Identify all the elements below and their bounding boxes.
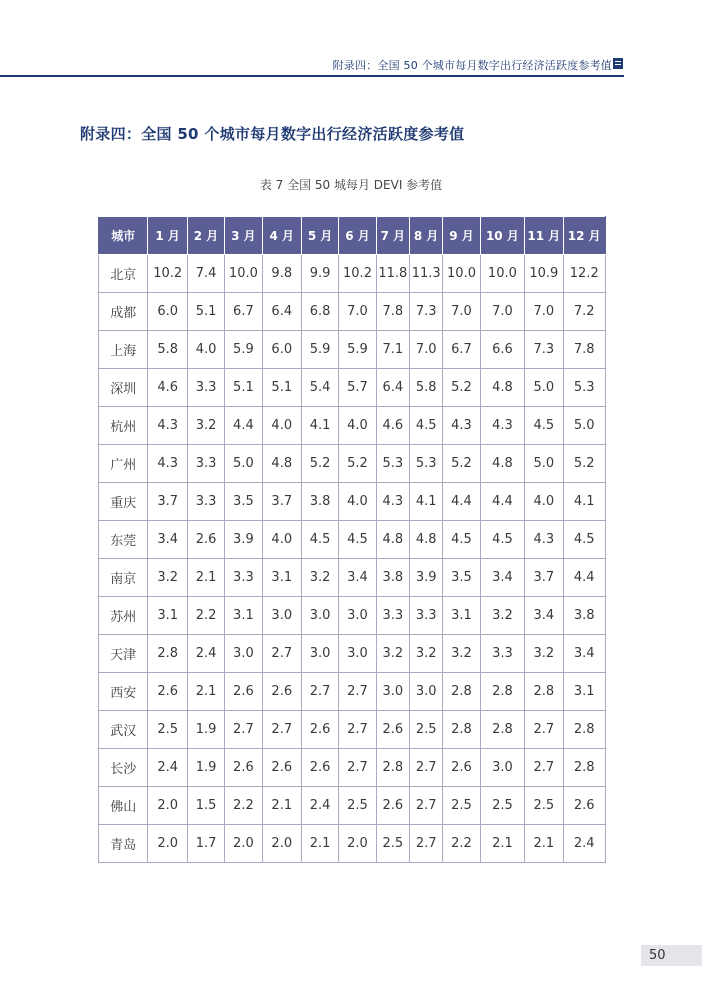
column-header-month: 1 月: [148, 217, 187, 255]
running-header: 附录四：全国 50 个城市每月数字出行经济活跃度参考值: [332, 59, 612, 72]
value-cell: 7.0: [480, 293, 524, 331]
value-cell: 2.2: [443, 825, 480, 863]
table-row: [99, 787, 606, 825]
value-cell: 2.5: [148, 711, 187, 749]
table-row: [99, 559, 606, 597]
table-row: [99, 483, 606, 521]
value-cell: 2.7: [225, 711, 262, 749]
table-row: [99, 597, 606, 635]
value-cell: 4.5: [339, 521, 376, 559]
value-cell: 7.3: [410, 293, 443, 331]
value-cell: 4.4: [225, 407, 262, 445]
value-cell: 5.0: [563, 407, 606, 445]
value-cell: 2.7: [339, 673, 376, 711]
value-cell: 2.6: [187, 521, 224, 559]
city-cell: 深圳: [99, 369, 148, 407]
value-cell: 10.9: [525, 255, 563, 293]
table-row: [99, 673, 606, 711]
value-cell: 4.0: [262, 521, 301, 559]
value-cell: 3.7: [262, 483, 301, 521]
header-book-icon: [613, 58, 623, 69]
value-cell: 4.3: [376, 483, 409, 521]
value-cell: 2.8: [525, 673, 563, 711]
value-cell: 3.2: [410, 635, 443, 673]
value-cell: 3.9: [410, 559, 443, 597]
value-cell: 2.8: [563, 711, 606, 749]
value-cell: 2.6: [376, 787, 409, 825]
value-cell: 2.7: [525, 749, 563, 787]
value-cell: 7.0: [410, 331, 443, 369]
value-cell: 4.8: [376, 521, 409, 559]
value-cell: 11.8: [376, 255, 409, 293]
value-cell: 2.4: [563, 825, 606, 863]
table-row: [99, 635, 606, 673]
value-cell: 10.2: [339, 255, 376, 293]
value-cell: 5.7: [339, 369, 376, 407]
value-cell: 3.2: [376, 635, 409, 673]
value-cell: 7.0: [443, 293, 480, 331]
value-cell: 4.5: [480, 521, 524, 559]
value-cell: 4.0: [525, 483, 563, 521]
value-cell: 4.0: [339, 407, 376, 445]
value-cell: 4.3: [148, 407, 187, 445]
value-cell: 4.4: [563, 559, 606, 597]
value-cell: 2.1: [187, 559, 224, 597]
value-cell: 4.1: [410, 483, 443, 521]
value-cell: 3.7: [525, 559, 563, 597]
value-cell: 3.3: [187, 483, 224, 521]
value-cell: 9.8: [262, 255, 301, 293]
table-caption: 表 7 全国 50 城每月 DEVI 参考值: [259, 178, 443, 192]
value-cell: 4.5: [410, 407, 443, 445]
value-cell: 3.3: [187, 445, 224, 483]
value-cell: 3.0: [480, 749, 524, 787]
value-cell: 5.1: [187, 293, 224, 331]
value-cell: 2.6: [262, 673, 301, 711]
value-cell: 2.8: [148, 635, 187, 673]
value-cell: 6.4: [376, 369, 409, 407]
value-cell: 3.5: [225, 483, 262, 521]
value-cell: 3.1: [262, 559, 301, 597]
value-cell: 4.6: [376, 407, 409, 445]
value-cell: 3.1: [148, 597, 187, 635]
city-cell: 武汉: [99, 711, 148, 749]
table-header-row: [99, 217, 606, 255]
devi-table: [98, 216, 606, 863]
value-cell: 7.8: [376, 293, 409, 331]
column-header-month: 6 月: [339, 217, 376, 255]
value-cell: 7.8: [563, 331, 606, 369]
city-cell: 广州: [99, 445, 148, 483]
value-cell: 2.8: [443, 673, 480, 711]
value-cell: 3.0: [301, 635, 338, 673]
value-cell: 5.8: [148, 331, 187, 369]
city-cell: 长沙: [99, 749, 148, 787]
value-cell: 2.7: [410, 749, 443, 787]
value-cell: 2.7: [339, 749, 376, 787]
value-cell: 4.8: [480, 445, 524, 483]
city-cell: 成都: [99, 293, 148, 331]
value-cell: 3.0: [301, 597, 338, 635]
table-row: [99, 407, 606, 445]
value-cell: 3.3: [480, 635, 524, 673]
value-cell: 2.4: [148, 749, 187, 787]
value-cell: 5.2: [339, 445, 376, 483]
value-cell: 2.6: [148, 673, 187, 711]
value-cell: 3.4: [525, 597, 563, 635]
city-cell: 苏州: [99, 597, 148, 635]
value-cell: 4.0: [187, 331, 224, 369]
value-cell: 2.5: [443, 787, 480, 825]
value-cell: 2.7: [339, 711, 376, 749]
value-cell: 2.4: [301, 787, 338, 825]
value-cell: 4.5: [563, 521, 606, 559]
city-cell: 东莞: [99, 521, 148, 559]
value-cell: 3.0: [339, 635, 376, 673]
value-cell: 2.6: [443, 749, 480, 787]
value-cell: 4.8: [480, 369, 524, 407]
value-cell: 4.5: [443, 521, 480, 559]
column-header-month: 11 月: [525, 217, 563, 255]
value-cell: 5.9: [225, 331, 262, 369]
value-cell: 2.7: [410, 787, 443, 825]
value-cell: 2.5: [339, 787, 376, 825]
value-cell: 5.2: [443, 369, 480, 407]
value-cell: 4.5: [525, 407, 563, 445]
value-cell: 6.0: [148, 293, 187, 331]
value-cell: 3.0: [376, 673, 409, 711]
value-cell: 4.6: [148, 369, 187, 407]
value-cell: 2.2: [225, 787, 262, 825]
value-cell: 2.0: [262, 825, 301, 863]
value-cell: 3.4: [339, 559, 376, 597]
value-cell: 2.0: [225, 825, 262, 863]
value-cell: 5.9: [301, 331, 338, 369]
value-cell: 5.3: [376, 445, 409, 483]
column-header-month: 4 月: [262, 217, 301, 255]
value-cell: 2.5: [376, 825, 409, 863]
value-cell: 2.8: [376, 749, 409, 787]
value-cell: 7.1: [376, 331, 409, 369]
value-cell: 2.5: [410, 711, 443, 749]
value-cell: 3.2: [301, 559, 338, 597]
value-cell: 4.5: [301, 521, 338, 559]
column-header-month: 3 月: [225, 217, 262, 255]
value-cell: 11.3: [410, 255, 443, 293]
value-cell: 3.2: [525, 635, 563, 673]
value-cell: 4.3: [525, 521, 563, 559]
value-cell: 3.4: [148, 521, 187, 559]
value-cell: 6.6: [480, 331, 524, 369]
column-header-month: 8 月: [410, 217, 443, 255]
table-row: [99, 749, 606, 787]
value-cell: 2.6: [301, 749, 338, 787]
table-row: [99, 825, 606, 863]
value-cell: 1.9: [187, 711, 224, 749]
value-cell: 6.7: [225, 293, 262, 331]
value-cell: 2.0: [148, 825, 187, 863]
value-cell: 2.1: [187, 673, 224, 711]
value-cell: 4.3: [443, 407, 480, 445]
value-cell: 3.8: [301, 483, 338, 521]
column-header-month: 5 月: [301, 217, 338, 255]
value-cell: 1.5: [187, 787, 224, 825]
value-cell: 5.9: [339, 331, 376, 369]
table-row: [99, 293, 606, 331]
value-cell: 2.7: [301, 673, 338, 711]
value-cell: 1.9: [187, 749, 224, 787]
value-cell: 2.6: [225, 749, 262, 787]
value-cell: 3.1: [443, 597, 480, 635]
value-cell: 2.8: [443, 711, 480, 749]
table-row: [99, 331, 606, 369]
value-cell: 7.0: [525, 293, 563, 331]
value-cell: 2.0: [339, 825, 376, 863]
value-cell: 5.8: [410, 369, 443, 407]
value-cell: 4.0: [262, 407, 301, 445]
value-cell: 2.7: [525, 711, 563, 749]
value-cell: 5.0: [225, 445, 262, 483]
value-cell: 5.0: [525, 369, 563, 407]
value-cell: 3.2: [187, 407, 224, 445]
city-cell: 杭州: [99, 407, 148, 445]
column-header-month: 9 月: [443, 217, 480, 255]
table-body: [99, 255, 606, 863]
value-cell: 3.0: [262, 597, 301, 635]
value-cell: 6.8: [301, 293, 338, 331]
value-cell: 10.2: [148, 255, 187, 293]
value-cell: 7.2: [563, 293, 606, 331]
value-cell: 3.7: [148, 483, 187, 521]
value-cell: 2.8: [480, 673, 524, 711]
column-header-month: 2 月: [187, 217, 224, 255]
value-cell: 2.5: [525, 787, 563, 825]
value-cell: 10.0: [225, 255, 262, 293]
value-cell: 4.4: [480, 483, 524, 521]
page-number: 50: [641, 945, 702, 966]
value-cell: 5.4: [301, 369, 338, 407]
city-cell: 天津: [99, 635, 148, 673]
city-cell: 佛山: [99, 787, 148, 825]
value-cell: 2.1: [301, 825, 338, 863]
value-cell: 7.4: [187, 255, 224, 293]
value-cell: 5.2: [443, 445, 480, 483]
value-cell: 3.2: [443, 635, 480, 673]
value-cell: 5.2: [301, 445, 338, 483]
value-cell: 3.1: [563, 673, 606, 711]
value-cell: 2.6: [225, 673, 262, 711]
column-header-month: 12 月: [563, 217, 606, 255]
city-cell: 北京: [99, 255, 148, 293]
value-cell: 6.0: [262, 331, 301, 369]
column-header-month: 7 月: [376, 217, 409, 255]
value-cell: 2.1: [480, 825, 524, 863]
value-cell: 2.1: [262, 787, 301, 825]
value-cell: 5.2: [563, 445, 606, 483]
value-cell: 3.3: [410, 597, 443, 635]
value-cell: 2.6: [301, 711, 338, 749]
value-cell: 4.3: [480, 407, 524, 445]
section-title: 附录四：全国 50 个城市每月数字出行经济活跃度参考值: [80, 125, 465, 143]
value-cell: 3.9: [225, 521, 262, 559]
value-cell: 5.1: [262, 369, 301, 407]
value-cell: 3.3: [225, 559, 262, 597]
value-cell: 2.7: [262, 635, 301, 673]
value-cell: 9.9: [301, 255, 338, 293]
city-cell: 青岛: [99, 825, 148, 863]
value-cell: 5.3: [563, 369, 606, 407]
value-cell: 5.0: [525, 445, 563, 483]
value-cell: 3.0: [410, 673, 443, 711]
value-cell: 1.7: [187, 825, 224, 863]
value-cell: 10.0: [443, 255, 480, 293]
value-cell: 5.3: [410, 445, 443, 483]
value-cell: 4.0: [339, 483, 376, 521]
value-cell: 7.0: [339, 293, 376, 331]
city-cell: 重庆: [99, 483, 148, 521]
value-cell: 2.0: [148, 787, 187, 825]
value-cell: 4.3: [148, 445, 187, 483]
value-cell: 4.8: [410, 521, 443, 559]
value-cell: 2.5: [480, 787, 524, 825]
value-cell: 3.3: [187, 369, 224, 407]
value-cell: 3.3: [376, 597, 409, 635]
city-cell: 西安: [99, 673, 148, 711]
table-row: [99, 521, 606, 559]
value-cell: 3.8: [376, 559, 409, 597]
value-cell: 10.0: [480, 255, 524, 293]
value-cell: 4.4: [443, 483, 480, 521]
value-cell: 12.2: [563, 255, 606, 293]
value-cell: 2.2: [187, 597, 224, 635]
table-row: [99, 711, 606, 749]
column-header-month: 10 月: [480, 217, 524, 255]
column-header-city: 城市: [99, 217, 148, 255]
value-cell: 3.0: [225, 635, 262, 673]
table-row: [99, 255, 606, 293]
value-cell: 2.6: [376, 711, 409, 749]
value-cell: 3.5: [443, 559, 480, 597]
table-row: [99, 369, 606, 407]
value-cell: 3.2: [480, 597, 524, 635]
value-cell: 2.6: [563, 787, 606, 825]
value-cell: 2.4: [187, 635, 224, 673]
value-cell: 3.1: [225, 597, 262, 635]
city-cell: 南京: [99, 559, 148, 597]
value-cell: 7.3: [525, 331, 563, 369]
value-cell: 3.2: [148, 559, 187, 597]
table-row: [99, 445, 606, 483]
value-cell: 3.0: [339, 597, 376, 635]
value-cell: 2.8: [563, 749, 606, 787]
value-cell: 4.8: [262, 445, 301, 483]
value-cell: 4.1: [563, 483, 606, 521]
value-cell: 3.4: [480, 559, 524, 597]
value-cell: 4.1: [301, 407, 338, 445]
value-cell: 3.8: [563, 597, 606, 635]
header-rule: [0, 75, 624, 77]
value-cell: 2.7: [410, 825, 443, 863]
value-cell: 2.1: [525, 825, 563, 863]
value-cell: 2.6: [262, 749, 301, 787]
value-cell: 3.4: [563, 635, 606, 673]
city-cell: 上海: [99, 331, 148, 369]
value-cell: 5.1: [225, 369, 262, 407]
value-cell: 6.7: [443, 331, 480, 369]
value-cell: 2.8: [480, 711, 524, 749]
value-cell: 6.4: [262, 293, 301, 331]
value-cell: 2.7: [262, 711, 301, 749]
